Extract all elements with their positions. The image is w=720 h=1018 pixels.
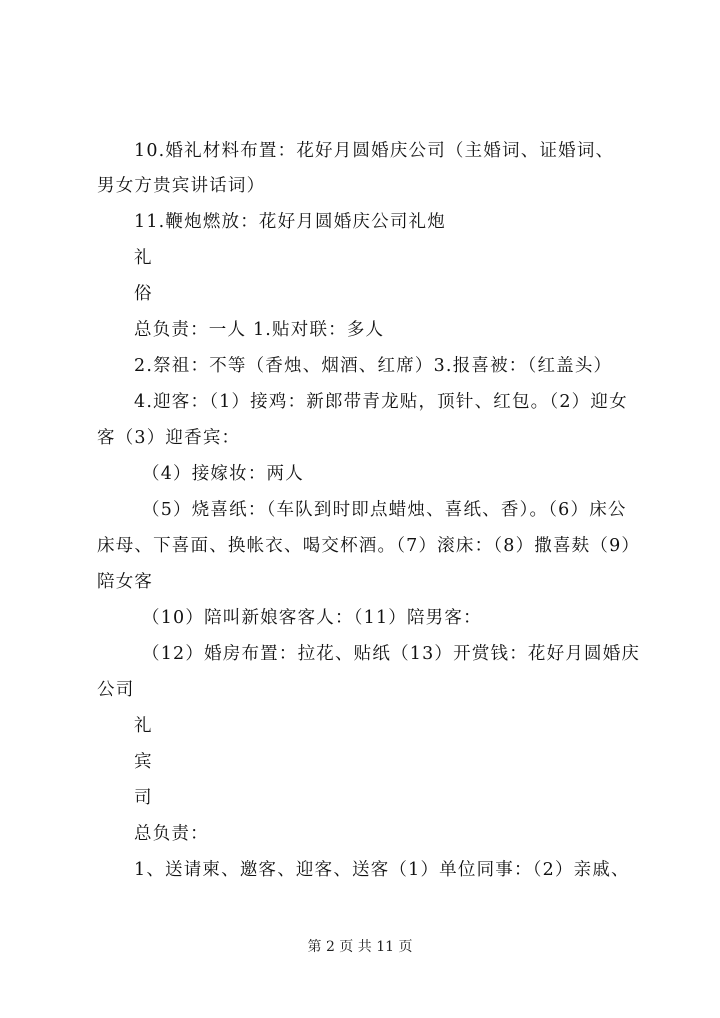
text-line: 床母、下喜面、换帐衣、喝交杯酒。（7）滚床：（8）撒喜麸（9）	[97, 536, 641, 556]
text-line: 客（3）迎香宾：	[97, 428, 241, 448]
text-line: （5）烧喜纸：（车队到时即点蜡烛、喜纸、香）。（6）床公	[142, 500, 627, 520]
text-line: 11.鞭炮燃放：花好月圆婚庆公司礼炮	[134, 212, 446, 232]
text-line: 礼	[134, 716, 153, 736]
text-line: 总负责：	[134, 824, 209, 844]
text-line: 1、送请柬、邀客、迎客、送客（1）单位同事：（2）亲戚、	[134, 860, 630, 880]
text-line: 公司	[97, 680, 135, 700]
text-line: 10.婚礼材料布置：花好月圆婚庆公司（主婚词、证婚词、	[134, 141, 615, 161]
text-line: （10）陪叫新娘客客人：（11）陪男客：	[142, 608, 482, 628]
text-line: 礼	[134, 248, 153, 268]
text-line: 宾	[134, 752, 153, 772]
text-line: 4.迎客：（1）接鸡：新郎带青龙贴，顶针、红包。（2）迎女	[134, 392, 628, 412]
text-line: 男女方贵宾讲话词）	[97, 176, 266, 196]
text-line: 司	[134, 788, 153, 808]
text-line: 俗	[134, 284, 153, 304]
text-line: 陪女客	[97, 572, 154, 592]
text-line: （12）婚房布置：拉花、贴纸（13）开赏钱：花好月圆婚庆	[142, 644, 641, 664]
page-footer: 第 2 页 共 11 页	[307, 939, 413, 955]
text-line: 总负责：一人 1.贴对联：多人	[134, 320, 385, 340]
text-line: 2.祭祖：不等（香烛、烟酒、红席）3.报喜被：（红盖头）	[134, 356, 613, 376]
text-line: （4）接嫁妆：两人	[142, 464, 304, 484]
